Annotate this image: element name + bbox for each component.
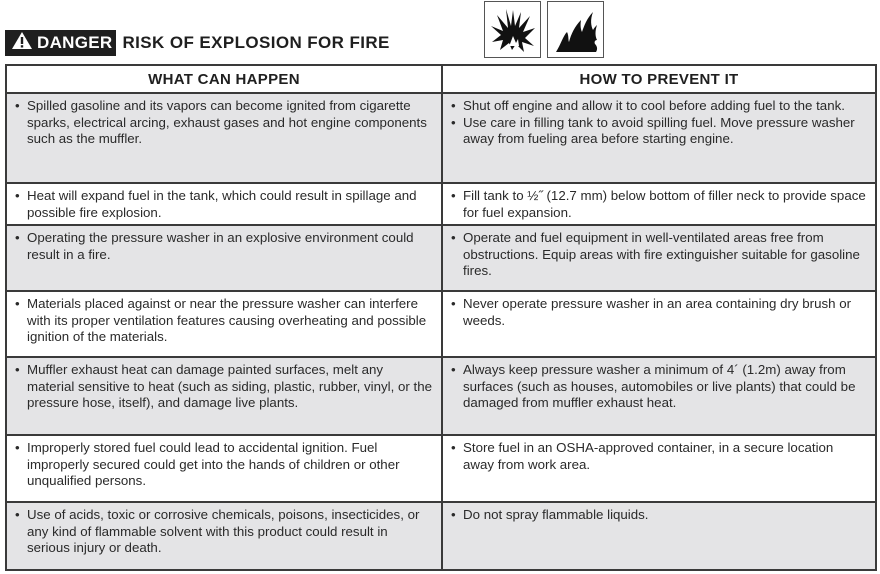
bullet-icon: • (15, 507, 20, 522)
bullet-icon: • (15, 230, 20, 245)
hazard-cell (6, 183, 442, 225)
bullet-text: Never operate pressure washer in an area containing dry brush or weeds. (463, 296, 852, 328)
hazard-cell (6, 435, 442, 502)
table-row (6, 291, 876, 357)
bullet-text: Store fuel in an OSHA-approved container, in a secure location away from work area. (463, 440, 834, 472)
hazard-cell (6, 291, 442, 357)
bullet-icon: • (451, 362, 456, 377)
table-row (6, 183, 876, 225)
bullet-text: Operating the pressure washer in an explosive environment could result in a fire. (27, 230, 414, 262)
bullet-icon: • (451, 188, 456, 203)
prevention-cell (442, 357, 876, 435)
prevention-cell (442, 183, 876, 225)
hazard-title: RISK OF EXPLOSION FOR FIRE (122, 33, 390, 52)
bullet-text: Do not spray flammable liquids. (463, 507, 649, 522)
prevention-cell (442, 93, 876, 183)
explosion-icon (484, 1, 541, 58)
bullet-item (15, 362, 433, 412)
bullet-icon: • (15, 188, 20, 203)
hazard-table (5, 64, 877, 571)
bullet-item (451, 296, 867, 329)
column-header-how-to-prevent: HOW TO PREVENT IT (442, 65, 876, 93)
bullet-item (15, 507, 433, 557)
bullet-text: Improperly stored fuel could lead to accidental ignition. Fuel improperly secured could get into the hands of children or other unqualified persons. (27, 440, 400, 488)
bullet-icon: • (15, 440, 20, 455)
bullet-icon: • (451, 507, 456, 522)
warning-triangle-icon (11, 31, 37, 55)
bullet-text: Always keep pressure washer a minimum of 4´ (1.2m) away from surfaces (such as houses, automobiles or live plants) that could be damaged from muffler exhaust heat. (463, 362, 856, 410)
bullet-icon: • (451, 114, 456, 130)
bullet-text: Fill tank to ½˝ (12.7 mm) below bottom of filler neck to provide space for fuel expansion. (463, 188, 866, 220)
table-row (6, 435, 876, 502)
hazard-cell (6, 502, 442, 570)
bullet-text: Use of acids, toxic or corrosive chemicals, poisons, insecticides, or any kind of flammable solvent with this product could result in serious injury or death. (27, 507, 420, 555)
table-row (6, 502, 876, 570)
bullet-item (451, 507, 867, 524)
table-row (6, 357, 876, 435)
bullet-item (15, 98, 433, 148)
table-row (6, 225, 876, 291)
bullet-item (15, 230, 433, 263)
hazard-cell (6, 93, 442, 183)
bullet-icon: • (451, 296, 456, 311)
bullet-item (15, 188, 433, 221)
bullet-item (451, 362, 867, 412)
bullet-text: Spilled gasoline and its vapors can become ignited from cigarette sparks, electrical arcing, exhaust gases and hot engine components such as the muffler. (27, 98, 427, 146)
danger-badge (5, 30, 116, 56)
table-header-row (6, 65, 876, 93)
danger-label: DANGER (37, 33, 113, 52)
bullet-item (15, 296, 433, 346)
bullet-item (451, 230, 867, 280)
fire-flame-icon (547, 1, 604, 58)
bullet-text: Muffler exhaust heat can damage painted surfaces, melt any material sensitive to heat (such as siding, plastic, rubber, vinyl, or the pressure hose, itself), and damage live plants. (27, 362, 433, 410)
prevention-cell (442, 502, 876, 570)
table-row (6, 93, 876, 183)
bullet-icon: • (451, 440, 456, 455)
bullet-icon: • (451, 230, 456, 245)
bullet-item (451, 440, 867, 473)
bullet-text: Use care in filling tank to avoid spilling fuel. Move pressure washer away from fueling area before starting engine. (463, 114, 855, 146)
hazard-pictograms (484, 1, 604, 58)
bullet-text: Heat will expand fuel in the tank, which could result in spillage and possible fire explosion. (27, 188, 417, 220)
bullet-item (451, 188, 867, 221)
hazard-cell (6, 357, 442, 435)
prevention-cell (442, 435, 876, 502)
bullet-text: Operate and fuel equipment in well-ventilated areas free from obstructions. Equip areas with fire extinguisher suitable for gasoline fires. (463, 230, 860, 278)
bullet-icon: • (451, 98, 456, 113)
bullet-icon: • (15, 362, 20, 377)
bullet-icon: • (15, 296, 20, 311)
column-header-what-can-happen: WHAT CAN HAPPEN (6, 65, 442, 93)
danger-heading (5, 30, 390, 56)
bullet-icon: • (15, 98, 20, 113)
hazard-cell (6, 225, 442, 291)
bullet-item (451, 98, 867, 115)
bullet-item (15, 440, 433, 490)
prevention-cell (442, 225, 876, 291)
bullet-item (451, 115, 867, 148)
bullet-text: Shut off engine and allow it to cool before adding fuel to the tank. (463, 98, 845, 113)
bullet-text: Materials placed against or near the pressure washer can interfere with its proper ventilation features causing overheating and possible ignition of the materials. (27, 296, 427, 344)
prevention-cell (442, 291, 876, 357)
